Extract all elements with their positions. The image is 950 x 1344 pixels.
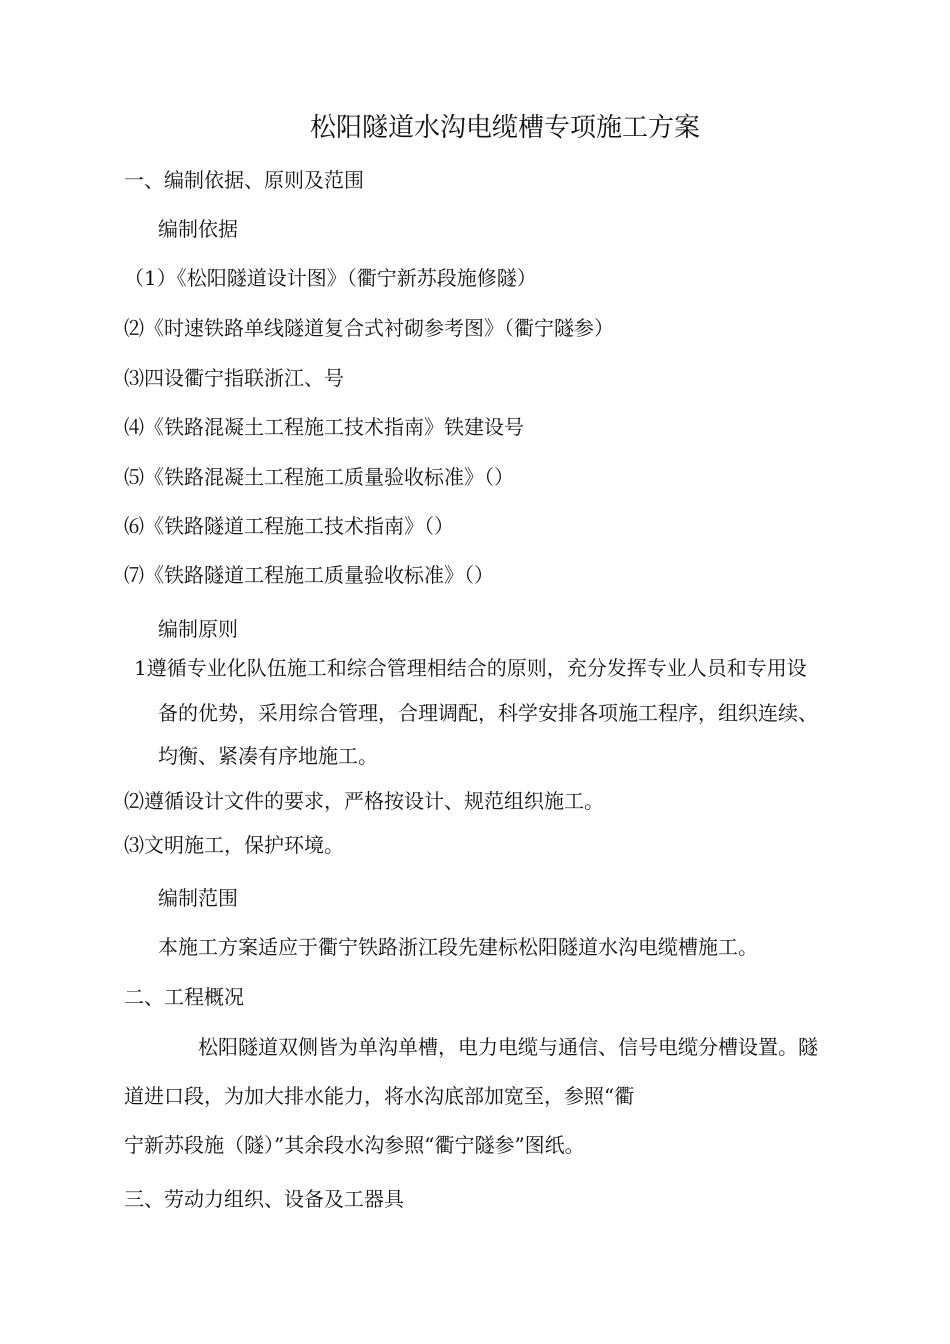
basis-item-2: ⑵《时速铁路单线隧道复合式衬砌参考图》（衢宁隧参）: [124, 316, 614, 340]
principle-item-3: ⑶文明施工，保护环境。: [124, 833, 344, 857]
basis-item-6: ⑹《铁路隧道工程施工技术指南》（）: [124, 514, 454, 538]
principle-item-1-line-3: 均衡、紧凑有序地施工。: [158, 744, 378, 768]
basis-item-3: ⑶四设衢宁指联浙江、号: [124, 366, 344, 390]
section-3-heading: 三、劳动力组织、设备及工器具: [124, 1187, 404, 1211]
principle-item-1-line-1: 1遵循专业化队伍施工和综合管理相结合的原则，充分发挥专业人员和专用设: [134, 656, 807, 680]
basis-item-7: ⑺《铁路隧道工程施工质量验收标准》（）: [124, 563, 494, 587]
overview-line-1: 松阳隧道双侧皆为单沟单槽，电力电缆与通信、信号电缆分槽设置。隧: [198, 1035, 818, 1059]
document-title: 松阳隧道水沟电缆槽专项施工方案: [309, 113, 700, 143]
overview-line-3: 宁新苏段施（隧）”其余段水沟参照“衢宁隧参”图纸。: [124, 1133, 585, 1157]
basis-item-4: ⑷《铁路混凝土工程施工技术指南》铁建设号: [124, 415, 524, 439]
section-1-heading: 一、编制依据、原则及范围: [124, 168, 364, 192]
principle-heading: 编制原则: [158, 617, 238, 641]
basis-item-1: （1）《松阳隧道设计图》（衢宁新苏段施修隧）: [124, 266, 537, 290]
scope-heading: 编制范围: [158, 886, 238, 910]
overview-line-2: 道进口段，为加大排水能力，将水沟底部加宽至，参照“衢: [124, 1084, 635, 1108]
principle-item-1-line-2: 备的优势，采用综合管理，合理调配，科学安排各项施工程序，组织连续、: [158, 701, 818, 725]
scope-text: 本施工方案适应于衢宁铁路浙江段先建标松阳隧道水沟电缆槽施工。: [158, 935, 758, 959]
principle-item-2: ⑵遵循设计文件的要求，严格按设计、规范组织施工。: [124, 789, 604, 813]
basis-heading: 编制依据: [158, 217, 238, 241]
section-2-heading: 二、工程概况: [124, 985, 244, 1009]
basis-item-5: ⑸《铁路混凝土工程施工质量验收标准》（）: [124, 465, 514, 489]
